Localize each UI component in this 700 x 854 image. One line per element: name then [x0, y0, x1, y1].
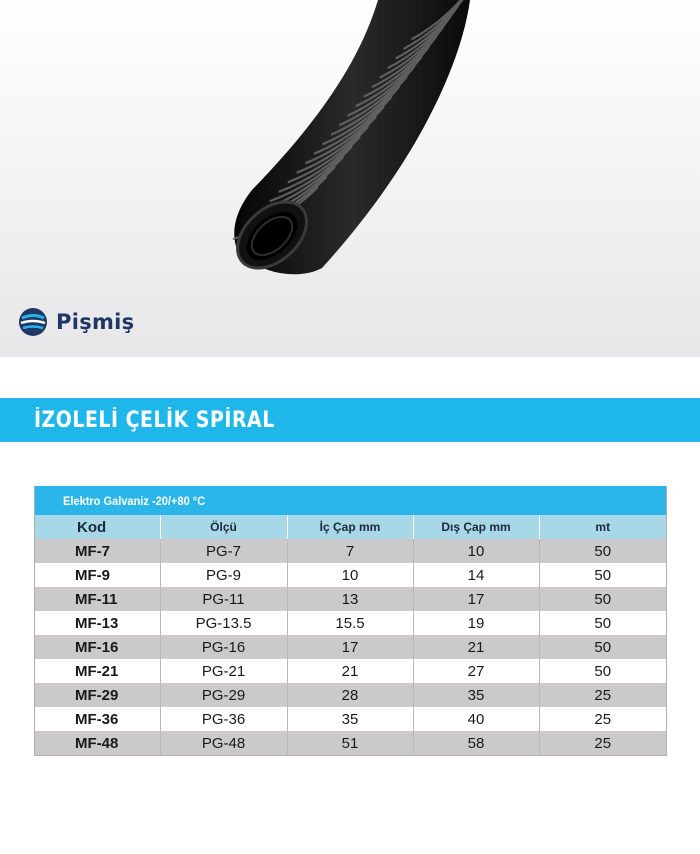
cell-kod: MF-48	[35, 731, 160, 755]
table-row	[35, 563, 666, 587]
cell-olcu: PG-16	[160, 635, 287, 659]
header-olcu: Ölçü	[160, 515, 287, 539]
table-row	[35, 659, 666, 683]
cell-kod: MF-29	[35, 683, 160, 707]
cell-ic-cap: 10	[287, 563, 413, 587]
cell-kod: MF-13	[35, 611, 160, 635]
table-caption: Elektro Galvaniz -20/+80 °C	[35, 486, 666, 515]
cell-olcu: PG-11	[160, 587, 287, 611]
cell-dis-cap: 27	[413, 659, 539, 683]
header-kod: Kod	[35, 515, 160, 539]
cell-ic-cap: 17	[287, 635, 413, 659]
cell-dis-cap: 17	[413, 587, 539, 611]
cell-olcu: PG-29	[160, 683, 287, 707]
cell-dis-cap: 19	[413, 611, 539, 635]
cell-mt: 50	[539, 611, 666, 635]
cell-olcu: PG-48	[160, 731, 287, 755]
cell-olcu: PG-13.5	[160, 611, 287, 635]
cell-mt: 25	[539, 683, 666, 707]
cell-olcu: PG-7	[160, 539, 287, 563]
cell-mt: 50	[539, 587, 666, 611]
spec-table-container	[34, 486, 667, 756]
brand-name: Pişmiş	[56, 310, 135, 334]
cell-kod: MF-9	[35, 563, 160, 587]
table-header-row	[35, 515, 666, 539]
table-row	[35, 683, 666, 707]
cell-ic-cap: 51	[287, 731, 413, 755]
cell-mt: 50	[539, 659, 666, 683]
table-row	[35, 635, 666, 659]
header-ic-cap: İç Çap mm	[287, 515, 413, 539]
cell-ic-cap: 35	[287, 707, 413, 731]
product-hero	[0, 0, 700, 357]
cell-dis-cap: 35	[413, 683, 539, 707]
cell-mt: 50	[539, 635, 666, 659]
cell-ic-cap: 21	[287, 659, 413, 683]
cell-dis-cap: 40	[413, 707, 539, 731]
spiral-hose-image	[0, 0, 700, 357]
cell-olcu: PG-36	[160, 707, 287, 731]
table-row	[35, 587, 666, 611]
cell-kod: MF-21	[35, 659, 160, 683]
table-body	[35, 539, 666, 755]
cell-olcu: PG-9	[160, 563, 287, 587]
table-row	[35, 707, 666, 731]
cell-ic-cap: 15.5	[287, 611, 413, 635]
cell-kod: MF-11	[35, 587, 160, 611]
pismis-logo-icon	[18, 307, 48, 337]
header-dis-cap: Dış Çap mm	[413, 515, 539, 539]
cell-mt: 50	[539, 539, 666, 563]
cell-dis-cap: 21	[413, 635, 539, 659]
page-title: İZOLELİ ÇELİK SPİRAL	[34, 407, 275, 433]
cell-ic-cap: 13	[287, 587, 413, 611]
cell-olcu: PG-21	[160, 659, 287, 683]
cell-kod: MF-7	[35, 539, 160, 563]
cell-mt: 50	[539, 563, 666, 587]
cell-ic-cap: 28	[287, 683, 413, 707]
header-mt: mt	[539, 515, 666, 539]
table-row	[35, 539, 666, 563]
cell-mt: 25	[539, 731, 666, 755]
cell-mt: 25	[539, 707, 666, 731]
cell-dis-cap: 10	[413, 539, 539, 563]
brand-logo	[18, 305, 134, 339]
cell-kod: MF-16	[35, 635, 160, 659]
spec-table	[35, 515, 666, 755]
title-banner	[0, 398, 700, 442]
cell-ic-cap: 7	[287, 539, 413, 563]
table-row	[35, 731, 666, 755]
table-row	[35, 611, 666, 635]
cell-dis-cap: 14	[413, 563, 539, 587]
cell-kod: MF-36	[35, 707, 160, 731]
cell-dis-cap: 58	[413, 731, 539, 755]
